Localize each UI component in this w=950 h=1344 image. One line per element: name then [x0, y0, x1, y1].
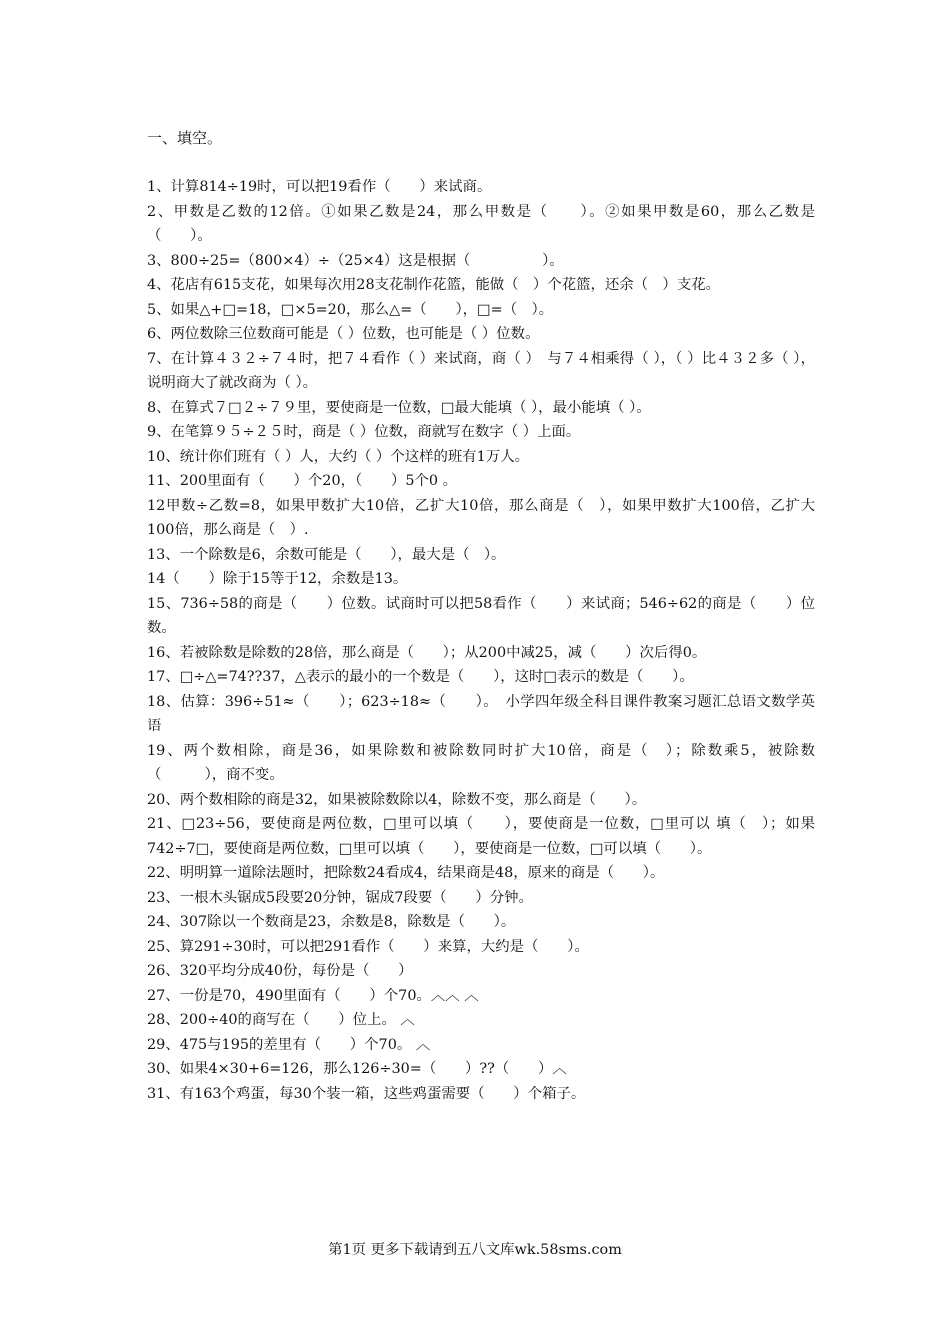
question-23: 23、一根木头锯成5段要20分钟，锯成7段要（ ）分钟。	[147, 889, 533, 906]
worksheet-content	[147, 126, 815, 1106]
question-19: 19、两个数相除，商是36，如果除数和被除数同时扩大10倍，商是（ ）；除数乘5，被除数（ ），商不变。	[147, 742, 815, 783]
question-26: 26、320平均分成40份，每份是（ ）	[147, 963, 413, 979]
question-7: 7、在计算４３２÷７４时，把７４看作（ ）来试商，商（ ） 与７４相乘得（ ），（ ）比４３２多（ ），说明商大了就改商为（ ）。	[147, 350, 815, 391]
question-13: 13、一个除数是6，余数可能是（ ），最大是（ ）。	[147, 546, 506, 563]
question-3: 3、800÷25=（800×4）÷（25×4）这是根据（ ）。	[147, 252, 564, 269]
question-21: 21、□23÷56，要使商是两位数，□里可以填（ ），要使商是一位数，□里可以 填（ ）；如果742÷7□，要使商是两位数，□里可以填（ ），要使商是一位数，□可以填（ ）。	[147, 816, 815, 857]
question-28: 28、200÷40的商写在（ ）位上。 ︿	[147, 1012, 415, 1028]
question-31: 31、有163个鸡蛋，每30个装一箱，这些鸡蛋需要（ ）个箱子。	[147, 1085, 586, 1102]
question-20: 20、两个数相除的商是32，如果被除数除以4，除数不变，那么商是（ ）。	[147, 791, 647, 808]
question-17: 17、□÷△=74??37，△表示的最小的一个数是（ ），这时□表示的数是（ ）。	[147, 669, 694, 685]
question-24: 24、307除以一个数商是23，余数是8，除数是（ ）。	[147, 914, 516, 930]
question-1: 1、计算814÷19时，可以把19看作（ ）来试商。	[147, 179, 492, 195]
question-30: 30、如果4×30+6=126，那么126÷30=（ ）??（ ）︿	[147, 1061, 567, 1077]
question-list	[147, 175, 815, 1106]
question-25: 25、算291÷30时，可以把291看作（ ）来算，大约是（ ）。	[147, 938, 589, 955]
question-5: 5、如果△+□=18，□×5=20，那么△=（ ），□=（ ）。	[147, 301, 554, 318]
question-12: 12甲数÷乙数=8，如果甲数扩大10倍，乙扩大10倍，那么商是（ ），如果甲数扩大100倍，乙扩大100倍，那么商是（ ）.	[147, 497, 815, 538]
section-title: 一、填空。	[147, 129, 223, 147]
question-14: 14（ ）除于15等于12，余数是13。	[147, 571, 408, 587]
question-22: 22、明明算一道除法题时，把除数24看成4，结果商是48，原来的商是（ ）。	[147, 865, 665, 881]
question-6: 6、两位数除三位数商可能是（ ）位数，也可能是（ ）位数。	[147, 326, 540, 342]
question-8: 8、在算式７□２÷７９里，要使商是一位数，□最大能填（ ），最小能填（ ）。	[147, 399, 651, 416]
page-footer: 第1页 更多下载请到五八文库wk.58sms.com	[328, 1242, 622, 1258]
question-16: 16、若被除数是除数的28倍，那么商是（ ）；从200中减25，减（ ）次后得0。	[147, 644, 707, 661]
question-18: 18、估算：396÷51≈（ ）；623÷18≈（ ）。 小学四年级全科目课件教案习题汇总语文数学英语	[147, 693, 815, 734]
question-4: 4、花店有615支花，如果每次用28支花制作花篮，能做（ ）个花篮，还余（ ）支花。	[147, 277, 720, 293]
question-27: 27、一份是70，490里面有（ ）个70。︿︿ ︿	[147, 987, 479, 1004]
question-9: 9、在笔算９５÷２５时，商是（ ）位数，商就写在数字（ ）上面。	[147, 424, 581, 440]
question-29: 29、475与195的差里有（ ）个70。 ︿	[147, 1036, 431, 1053]
question-10: 10、统计你们班有（ ）人，大约（ ）个这样的班有1万人。	[147, 448, 529, 465]
question-15: 15、736÷58的商是（ ）位数。试商时可以把58看作（ ）来试商；546÷62的商是（ ）位数。	[147, 595, 815, 636]
question-2: 2、甲数是乙数的12倍。①如果乙数是24，那么甲数是（ ）。②如果甲数是60，那么乙数是（ ）。	[147, 203, 815, 244]
question-11: 11、200里面有（ ）个20，（ ）5个0 。	[147, 473, 458, 489]
